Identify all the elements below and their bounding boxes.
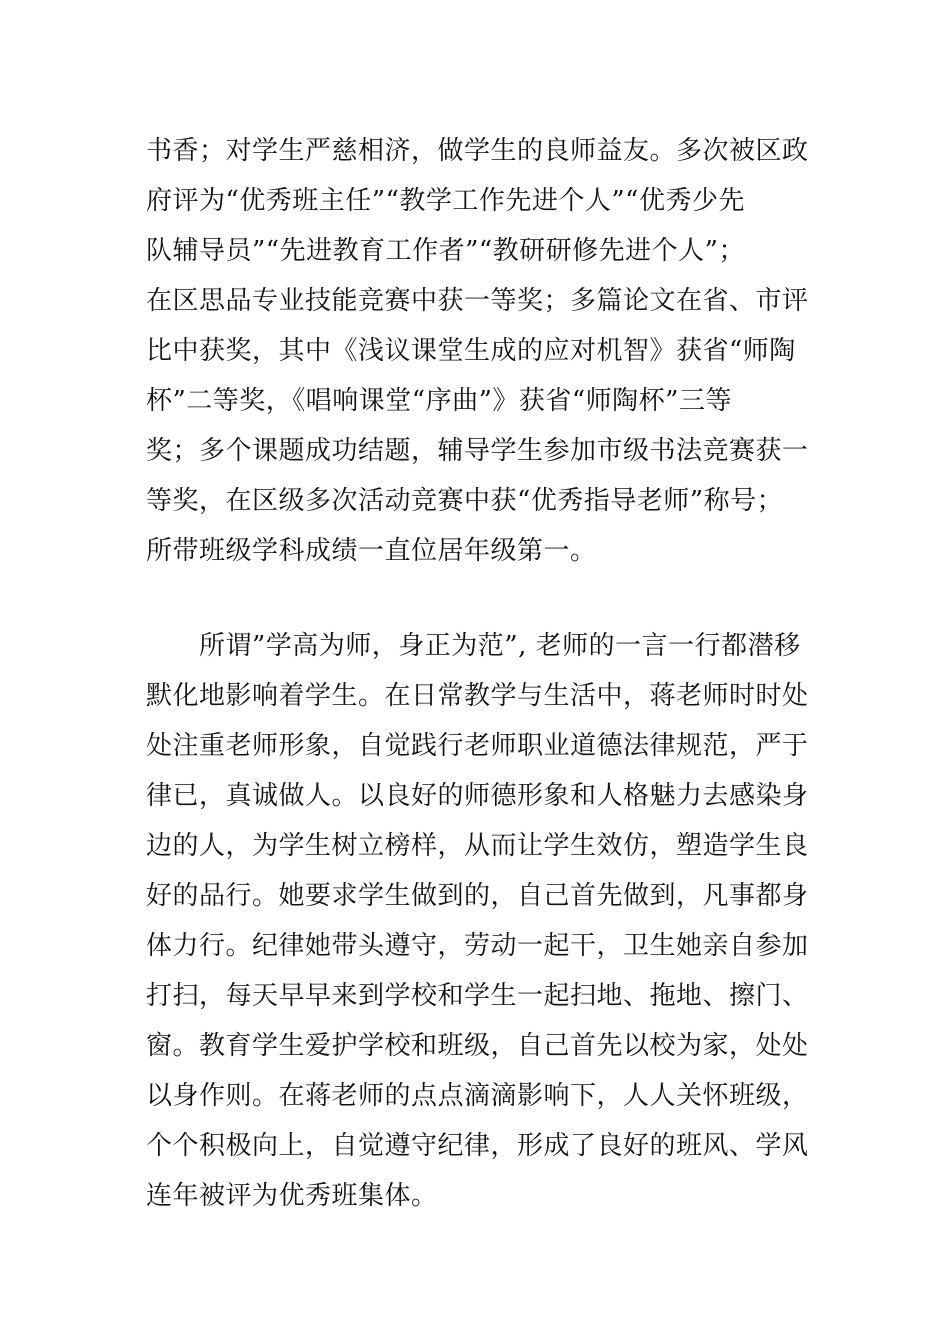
paragraph-1-line: 杯”二等奖，《唱响课堂“序曲”》获省“师陶杯”三等 (146, 386, 732, 416)
paragraph-1-line: 奖；多个课题成功结题，辅导学生参加市级书法竞赛获一 (146, 436, 809, 466)
paragraph-2-line: 处注重老师形象，自觉践行老师职业道德法律规范，严于 (146, 731, 809, 761)
paragraph-2-line: 以身作则。在蒋老师的点点滴滴影响下，人人关怀班级， (146, 1081, 809, 1111)
paragraph-1-line: 所带班级学科成绩一直位居年级第一。 (146, 536, 597, 566)
paragraph-2-line: 窗。教育学生爱护学校和班级，自己首先以校为家，处处 (146, 1031, 809, 1061)
paragraph-2-line: 所谓”学高为师，身正为范”, 老师的一言一行都潜移 (146, 631, 801, 661)
paragraph-2-line: 律已，真诚做人。以良好的师德形象和人格魅力去感染身 (146, 781, 809, 811)
paragraph-2-line: 边的人，为学生树立榜样，从而让学生效仿，塑造学生良 (146, 831, 809, 861)
paragraph-2-line: 连年被评为优秀班集体。 (146, 1181, 438, 1211)
paragraph-1-line: 等奖，在区级多次活动竞赛中获“优秀指导老师”称号； (146, 486, 784, 516)
paragraph-2-line: 好的品行。她要求学生做到的，自己首先做到，凡事都身 (146, 881, 809, 911)
paragraph-2-line: 默化地影响着学生。在日常教学与生活中，蒋老师时时处 (146, 681, 809, 711)
paragraph-2-line: 打扫，每天早早来到学校和学生一起扫地、拖地、擦门、 (146, 981, 809, 1011)
paragraph-2-line: 体力行。纪律她带头遵守，劳动一起干，卫生她亲自参加 (146, 931, 809, 961)
paragraph-1-line: 比中获奖，其中《浅议课堂生成的应对机智》获省“师陶 (146, 336, 796, 366)
paragraph-1-line: 在区思品专业技能竞赛中获一等奖；多篇论文在省、市评 (146, 286, 809, 316)
paragraph-1-line: 书香；对学生严慈相济，做学生的良师益友。多次被区政 (146, 136, 809, 166)
paragraph-2-line: 个个积极向上，自觉遵守纪律，形成了良好的班风、学风 (146, 1131, 809, 1161)
paragraph-1-line: 府评为“优秀班主任”“教学工作先进个人”“优秀少先 (146, 186, 745, 216)
paragraph-1-line: 队辅导员”“先进教育工作者”“教研研修先进个人”； (146, 236, 745, 266)
